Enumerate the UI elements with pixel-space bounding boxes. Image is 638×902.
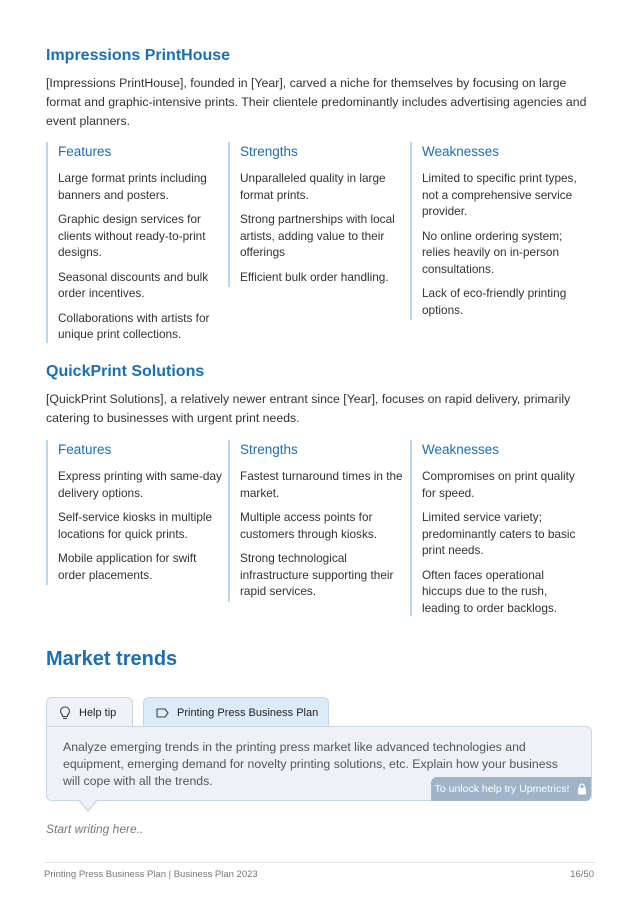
- list-item: Seasonal discounts and bulk order incentives.: [58, 269, 209, 300]
- list-item: Lack of eco-friendly printing options.: [422, 286, 567, 317]
- company-columns-1: [46, 142, 596, 343]
- column-heading: Features: [58, 144, 112, 159]
- column-heading: Weaknesses: [422, 442, 500, 457]
- column-heading: Strengths: [240, 442, 298, 457]
- list-item: Fastest turnaround times in the market.: [240, 469, 403, 500]
- list-item: Graphic design services for clients without ready-to-print designs.: [58, 212, 206, 259]
- company-section-1: [46, 46, 596, 131]
- footer-document-title: Printing Press Business Plan | Business Plan 2023: [44, 869, 258, 880]
- list-item: Efficient bulk order handling.: [240, 269, 389, 284]
- lightbulb-icon: [59, 706, 71, 720]
- writing-placeholder[interactable]: Start writing here..: [46, 822, 144, 836]
- list-item: No online ordering system; relies heavily on in-person consultations.: [422, 228, 563, 276]
- footer-page-number: 16/50: [570, 869, 594, 880]
- company-section-2: [46, 362, 596, 428]
- list-item: Collaborations with artists for unique print collections.: [58, 310, 210, 341]
- tab-label: Help tip: [79, 706, 117, 719]
- company-title: QuickPrint Solutions: [46, 363, 205, 380]
- help-text: Analyze emerging trends in the printing press market like advanced technologies and equipment, emerging demand for novelty printing solutions, etc. Explain how your business will cope with all the trends.: [63, 740, 558, 788]
- footer-divider: [44, 862, 596, 863]
- column-heading: Strengths: [240, 144, 298, 159]
- features-column: [46, 440, 228, 585]
- list-item: Limited service variety; predominantly caters to basic print needs.: [422, 510, 576, 557]
- list-item: Unparalleled quality in large format prints.: [240, 171, 386, 202]
- section-title: Market trends: [46, 648, 178, 670]
- weaknesses-column: [410, 440, 592, 616]
- column-heading: Weaknesses: [422, 144, 500, 159]
- help-tip-box: [46, 726, 592, 801]
- company-columns-2: [46, 440, 596, 616]
- tab-label: Printing Press Business Plan: [177, 706, 319, 719]
- column-heading: Features: [58, 442, 112, 457]
- company-description: [Impressions PrintHouse], founded in [Year], carved a niche for themselves by focusing on large format and graphic-intensive prints. Their clientele predominantly includes advertising agencies and event planners.: [46, 76, 587, 128]
- list-item: Limited to specific print types, not a comprehensive service provider.: [422, 171, 577, 218]
- tab-business-plan[interactable]: [143, 697, 329, 727]
- weaknesses-column: [410, 142, 592, 320]
- unlock-label: To unlock help try Upmetrics!: [434, 783, 570, 795]
- tooltip-pointer-fill: [79, 799, 97, 810]
- list-item: Compromises on print quality for speed.: [422, 469, 575, 500]
- list-item: Express printing with same-day delivery options.: [58, 469, 222, 500]
- tag-icon: [156, 708, 169, 718]
- list-item: Multiple access points for customers through kiosks.: [240, 510, 378, 541]
- lock-icon: [577, 783, 587, 795]
- list-item: Often faces operational hiccups due to the rush, leading to order backlogs.: [422, 567, 558, 615]
- list-item: Strong technological infrastructure supporting their rapid services.: [240, 551, 394, 598]
- features-column: [46, 142, 228, 343]
- tab-help-tip[interactable]: [46, 697, 133, 727]
- company-title: Impressions PrintHouse: [46, 47, 231, 64]
- company-description: [QuickPrint Solutions], a relatively newer entrant since [Year], focuses on rapid delivery, primarily catering to businesses with urgent print needs.: [46, 392, 571, 425]
- unlock-button[interactable]: [431, 777, 591, 801]
- list-item: Strong partnerships with local artists, adding value to their offerings: [240, 212, 395, 259]
- strengths-column: [228, 142, 410, 287]
- list-item: Large format prints including banners and posters.: [58, 171, 207, 202]
- list-item: Self-service kiosks in multiple locations for quick prints.: [58, 510, 213, 541]
- list-item: Mobile application for swift order placements.: [58, 551, 197, 582]
- strengths-column: [228, 440, 410, 602]
